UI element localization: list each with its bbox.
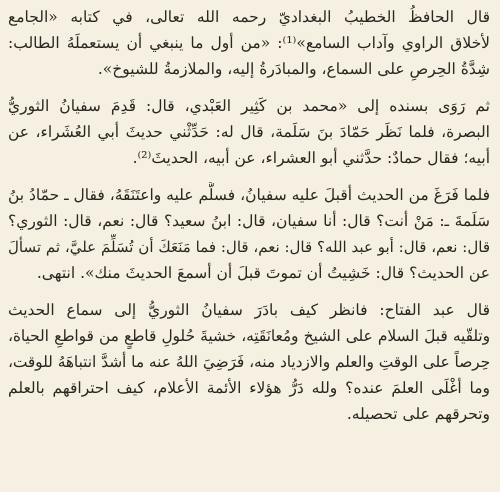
text-line: عن الحديث؟ قال: خَشِيتُ أن تموتَ قبلَ أن أسمعَ الحديثَ منك». انتهى. [36,264,490,282]
text-line: فلما فَرَغَ من الحديث أقبلَ عليه سفيانُ، فسلَّم عليه واعتَنَقَهُ، فقال ـ حمّادُ بنُ [8,186,490,204]
paragraph-commentary [8,297,490,427]
text-line: سَلَمةَ ـ: مَنْ أنت؟ قال: أنا سفيان، قال: ابنُ سعيد؟ قال: نعم، قال: الثوري؟ [8,212,490,230]
paragraph-khatib-quote [8,4,490,82]
text-line: قال: نعم، قال: أبو عبد الله؟ قال: نعم، قال: فما مَنَعَكَ أن تُسَلِّمَ عليَّ، ثم تسألَ [8,238,490,256]
text-line: وما أغْلَى العلمَ عنده؟ ولله دَرُّ هؤلاء الأئمة الأعلام، كيف احتراقهم بالعلم [8,379,490,397]
paragraph-sufyan-narration [8,93,490,171]
text-line: وتلقّيه قبلَ السلام على الشيخ ومُعانَقَتِه، خشيةَ حُلولِ قاطعٍ من قواطعِ الحياة، [8,327,490,345]
paragraph-spacer [8,286,490,297]
paragraph-spacer [8,171,490,182]
text-line: قال الحافظُ الخطيبُ البغداديّ رحمه الله تعالى، في كتابه «الجامع [8,8,490,26]
text-line: حِرصاً على الوقتِ والعلم والازدياد منه، فَرَضِيَ اللهُ عنه ما أشدَّ انتباهَهُ للوقت، [8,353,490,371]
paragraph-dialogue [8,182,490,286]
text-line: البصرة، فلما نَظَر حَمّادَ بنَ سَلَمة، قال له: حَدِّثْني حديثَ أبي العُشَراء، عن [8,123,490,141]
text-line: وتحرقهم على تحصيله. [346,405,490,423]
text-line: لأخلاق الراوي وآداب السامع»⁽¹⁾: «من أول ما ينبغي أن يستعملَهُ الطالب: [8,34,490,52]
text-line: قال عبد الفتاح: فانظر كيف بادَرَ سفيانُ الثوريُّ إلى سماع الحديث [8,301,490,319]
paragraph-spacer [8,82,490,93]
text-line: شِدَّةُ الحِرصِ على السماع، والمبادَرةُ إليه، والملازمةُ للشيوخ». [97,60,490,78]
text-line: ثم رَوَى بسنده إلى «محمد بن كَثِير العَبْدي، قال: قَدِمَ سفيانُ الثوريُّ [8,97,490,115]
text-line: أبيه؛ فقال حمادٌ: حدَّثني أبو العشراء، عن أبيه، الحديثَ⁽²⁾. [132,149,490,167]
